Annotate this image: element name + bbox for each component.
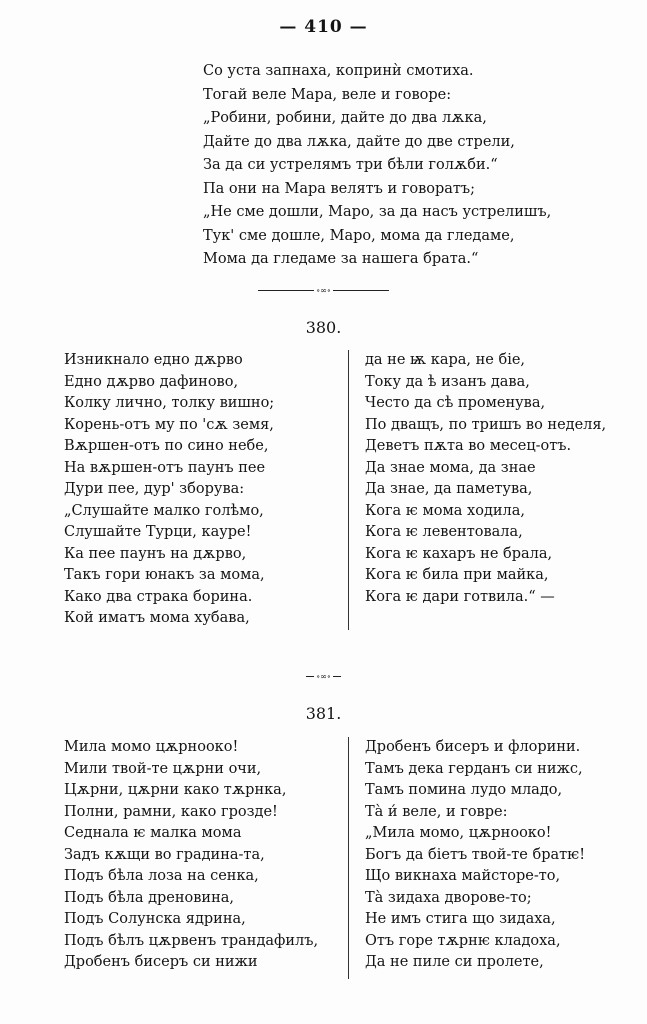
verse-line: Задъ кѫщи во градина-та, [64,846,265,863]
verse-line: Кой иматъ мома хубава, [64,610,250,626]
ornament-icon: ∘∞∘ [316,286,331,295]
verse-line: „Робини, робини, дайте до два лѫка, [203,110,487,126]
verse-line: Тà зидаха дворове-то; [365,889,532,906]
song-380-left-column [64,350,274,630]
ornament-divider [0,666,647,685]
verse-line: Подъ Солунска ядрина, [64,911,246,927]
ornament-icon: ∘∞∘ [316,672,331,681]
verse-line: Колку лично, толку вишно; [64,395,275,411]
verse-line: „Не сме дошли, Маро, за да насъ устрелишъ, [203,204,552,220]
column-divider [348,350,349,630]
verse-line: „Мила момо, цѫрнооко! [365,825,552,841]
verse-line: Корень-отъ му по 'сѫ земя, [64,416,274,433]
ornament-rule [333,290,389,291]
verse-line: Дробенъ бисеръ си нижи [64,954,258,970]
verse-line: Подъ бѣла дреновина, [64,889,235,906]
verse-line: „Слушайте малко голѣмо, [64,502,264,519]
verse-line: Тогай веле Мара, веле и говоре: [203,86,452,103]
verse-line: Подъ бѣла лоза на сенка, [64,868,259,884]
song-381-left-column [64,737,318,974]
song-number: 381. [305,704,342,723]
verse-line: Деветъ пѫта во месец-отъ. [365,438,572,454]
verse-line: Кога ѥ левентовала, [365,524,523,540]
verse-line: Що викнаха майсторе-то, [365,868,561,884]
verse-line: Да знае, да паметува, [365,481,533,497]
verse-line: По дващъ, по тришъ во неделя, [365,416,607,433]
verse-line: Мила момо цѫрнооко! [64,739,239,755]
verse-line: Ка пее паунъ на дѫрво, [64,545,247,562]
verse-line: На вѫршен-отъ паунъ пее [64,459,266,476]
verse-line: Со уста запнаха, копринѝ смотиха. [203,63,474,79]
column-divider [348,737,349,979]
verse-line: Изникнало едно дѫрво [64,352,243,368]
verse-line: Цѫрни, цѫрни како тѫрнка, [64,782,287,798]
ornament-divider [0,280,647,299]
verse-line: Едно дѫрво дафиново, [64,373,239,390]
verse-line: Да не пиле си пролете, [365,954,544,970]
verse-line: Отъ горе тѫрнѥ кладоха, [365,932,561,949]
verse-line: Богъ да біетъ твой-те братѥ! [365,846,586,863]
verse-line: Мили твой-те цѫрни очи, [64,760,262,777]
verse-line: Како два страка борина. [64,588,253,605]
verse-line: За да си устрелямъ три бѣли голѫби.“ [203,157,498,173]
verse-line: Дайте до два лѫка, дайте до две стрели, [203,133,515,150]
verse-line: Такъ гори юнакъ за мома, [64,567,265,583]
verse-line: да не ѭ кара, не біе, [365,352,526,368]
ornament-rule [258,290,314,291]
verse-line: Тà и́ веле, и говре: [365,803,508,820]
verse-line: Кога ѥ била при майка, [365,567,549,583]
verse-line: Тамъ помина лудо младо, [365,782,563,798]
ornament-rule [333,676,341,677]
intro-verse [203,60,551,272]
ornament-rule [306,676,314,677]
song-380-right-column [365,350,606,608]
verse-line: Слушайте Турци, кауре! [64,524,252,540]
verse-line: Тук' сме дошле, Маро, мома да гледаме, [203,227,515,244]
song-381-right-column [365,737,585,974]
song-number: 380. [305,318,342,337]
page-number: — 410 — [279,17,368,37]
verse-line: Кога ѥ дари готвила.“ — [365,588,555,605]
verse-line: Вѫршен-отъ по сино небе, [64,438,269,454]
verse-line: Да знае мома, да знае [365,459,536,476]
verse-line: Тамъ дека герданъ си нижс, [365,760,583,777]
verse-line: Кога ѥ кахаръ не брала, [365,545,553,562]
verse-line: Мома да гледаме за нашега брата.“ [203,251,479,267]
verse-line: Па они на Мара велятъ и говоратъ; [203,180,476,197]
verse-line: Седнала ѥ малка мома [64,825,242,841]
verse-line: Дури пее, дур' зборува: [64,481,245,497]
verse-line: Дробенъ бисеръ и флорини. [365,739,581,755]
verse-line: Подъ бѣлъ цѫрвенъ трандафилъ, [64,932,319,949]
verse-line: Не имъ стига що зидаха, [365,911,556,927]
verse-line: Полни, рамни, како грозде! [64,803,278,820]
verse-line: Често да сѣ променува, [365,395,546,411]
verse-line: Току да ѣ изанъ дава, [365,373,530,390]
verse-line: Кога ѥ мома ходила, [365,502,526,519]
